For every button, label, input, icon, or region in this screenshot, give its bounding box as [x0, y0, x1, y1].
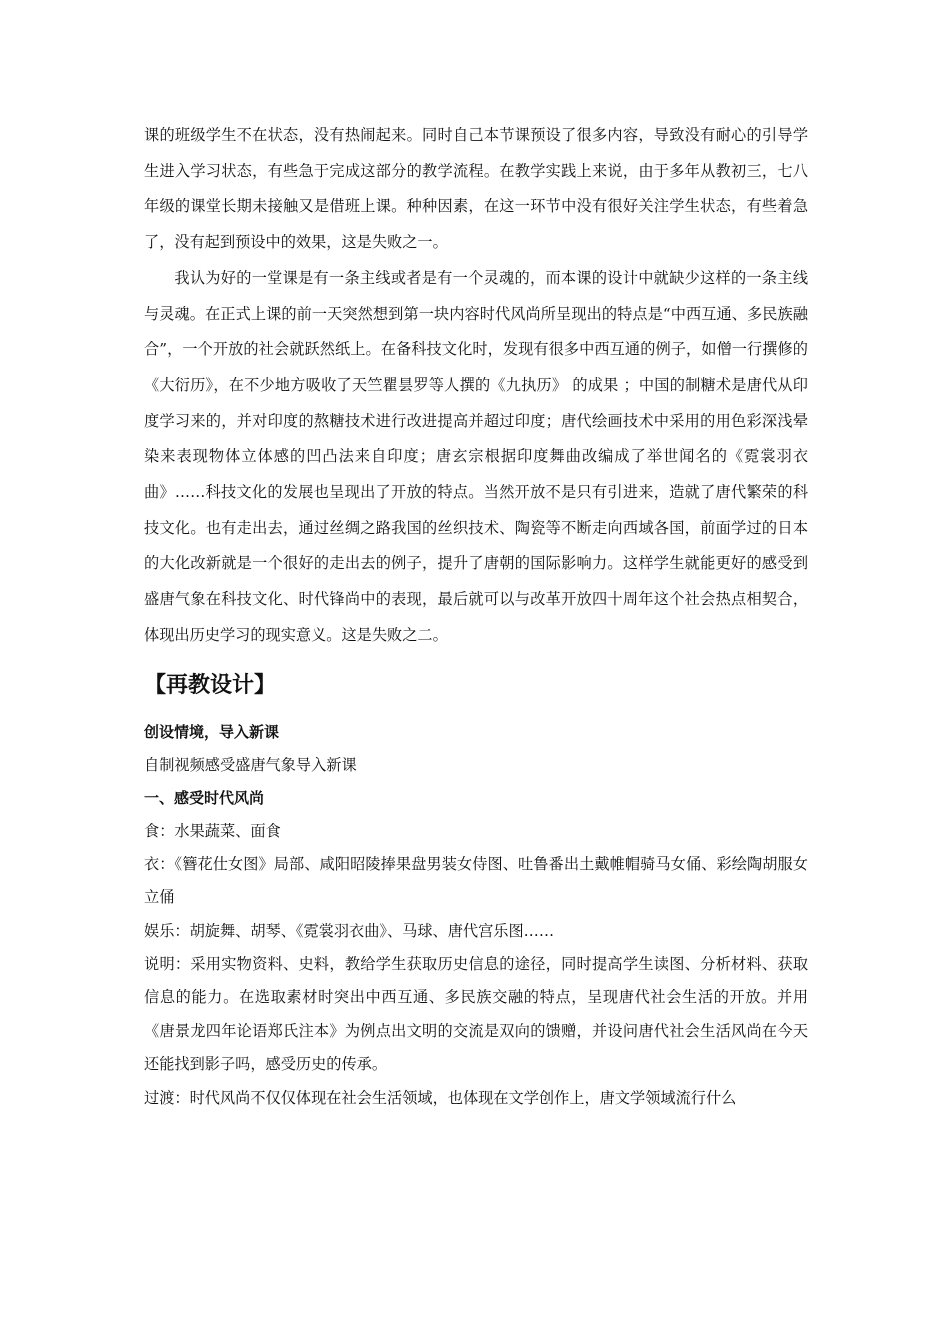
paragraph-reflection-2: 我认为好的一堂课是有一条主线或者是有一个灵魂的，而本课的设计中就缺少这样的一条主线与灵魂。在正式上课的前一天突然想到第一块内容时代风尚所呈现出的特点是“中西互通、多民族融合”，一个开放的社会就跃然纸上。在备科技文化时，发现有很多中西互通的例子，如僧一行撰修的 《大衍历》，在不少地方吸收了天竺瞿昙罗等人撰的《九执历》 的成果 ；中国的制糖术是唐代从印度学习来的，并对印度的熬糖技术进行改进提高并超过印度；唐代绘画技术中采用的用色彩深浅晕染来表现物体立体感的凹凸法来自印度；唐玄宗根据印度舞曲改编成了举世闻名的《霓裳羽衣曲》……科技文化的发展也呈现出了开放的特点。当然开放不是只有引进来，造就了唐代繁荣的科技文化。也有走出去，通过丝绸之路我国的丝织技术、陶瓷等不断走向西域各国，前面学过的日本的大化改新就是一个很好的走出去的例子，提升了唐朝的国际影响力。这样学生就能更好的感受到盛唐气象在科技文化、时代锋尚中的表现，最后就可以与改革开放四十周年这个社会热点相契合，体现出历史学习的现实意义。这是失败之二。 — [144, 268, 808, 644]
intro-text: 自制视频感受盛唐气象导入新课 — [144, 755, 357, 774]
part1-heading: 一、感受时代风尚 — [144, 788, 265, 807]
clothing-line: 衣：《簪花仕女图》局部、咸阳昭陵捧果盘男装女侍图、吐鲁番出土戴帷帽骑马女俑、彩绘陶胡服女立俑 — [144, 854, 808, 907]
transition-line: 过渡：时代风尚不仅仅体现在社会生活领域，也体现在文学创作上，唐文学领域流行什么 — [144, 1088, 737, 1107]
document-page — [144, 118, 808, 1115]
section-title: 【再教设计】 — [144, 672, 277, 698]
food-line: 食：水果蔬菜、面食 — [144, 821, 281, 840]
entertainment-line: 娱乐：胡旋舞、胡琴、《霓裳羽衣曲》、马球、唐代宫乐图…… — [144, 921, 555, 940]
explanation-line: 说明：采用实物资料、史料，教给学生获取历史信息的途径，同时提高学生读图、分析材料、获取信息的能力。在选取素材时突出中西互通、多民族交融的特点，呈现唐代社会生活的开放。并用《唐景龙四年论语郑氏注本》为例点出文明的交流是双向的馈赠，并设问唐代社会生活风尚在今天还能找到影子吗，感受历史的传承。 — [144, 954, 808, 1074]
intro-heading: 创设情境，导入新课 — [144, 722, 280, 741]
paragraph-reflection-1: 课的班级学生不在状态，没有热闹起来。同时自己本节课预设了很多内容，导致没有耐心的引导学生进入学习状态，有些急于完成这部分的教学流程。在教学实践上来说，由于多年从教初三，七八年级的课堂长期未接触又是借班上课。种种因素，在这一环节中没有很好关注学生状态，有些着急了，没有起到预设中的效果，这是失败之一。 — [144, 126, 808, 252]
